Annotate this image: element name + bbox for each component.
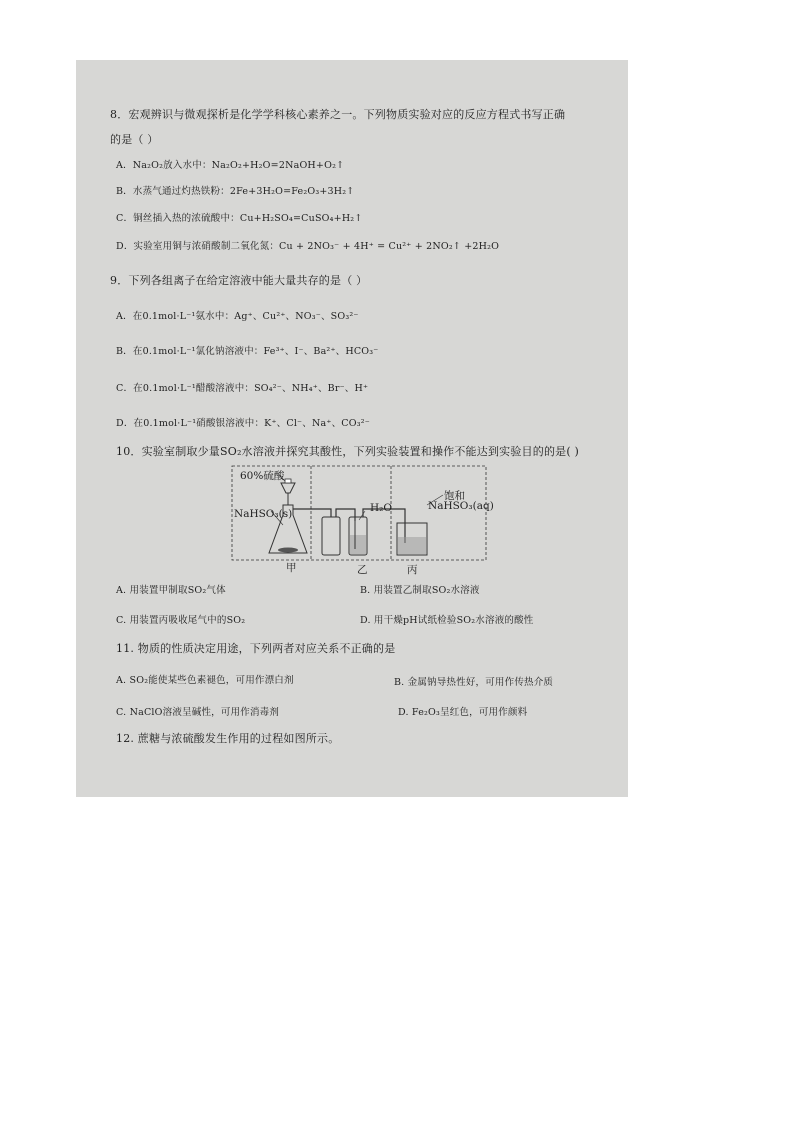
label-saturated: 饱和 bbox=[444, 490, 465, 502]
q8-stem-line2: 的是（ ） bbox=[110, 133, 159, 146]
label-water: H₂O bbox=[370, 502, 392, 514]
q10-option-a: A. 用装置甲制取SO₂气体 bbox=[116, 585, 226, 596]
q8-option-b: B．水蒸气通过灼热铁粉：2Fe+3H₂O=Fe₂O₃+3H₂↑ bbox=[116, 186, 355, 197]
label-bing: 丙 bbox=[407, 564, 418, 576]
separatory-funnel bbox=[281, 483, 295, 493]
q9-option-b: B．在0.1mol·L⁻¹氯化钠溶液中：Fe³⁺、I⁻、Ba²⁺、HCO₃⁻ bbox=[116, 346, 379, 357]
q8-option-a: A．Na₂O₂放入水中：Na₂O₂+H₂O=2NaOH+O₂↑ bbox=[116, 160, 345, 171]
q10-stem: 10．实验室制取少量SO₂水溶液并探究其酸性，下列实验装置和操作不能达到实验目的的是( ) bbox=[116, 445, 580, 458]
q8-option-c: C．铜丝插入热的浓硫酸中：Cu+H₂SO₄=CuSO₄+H₂↑ bbox=[116, 213, 363, 224]
q11-option-b: B. 金属钠导热性好，可用作传热介质 bbox=[394, 677, 554, 688]
q11-option-a: A. SO₂能使某些色素褪色，可用作漂白剂 bbox=[116, 675, 294, 686]
q11-option-c: C. NaClO溶液呈碱性，可用作消毒剂 bbox=[116, 707, 280, 718]
q9-option-d: D．在0.1mol·L⁻¹硝酸银溶液中：K⁺、Cl⁻、Na⁺、CO₃²⁻ bbox=[116, 418, 370, 429]
q8-option-d: D．实验室用铜与浓硝酸制二氧化氮：Cu + 2NO₃⁻ + 4H⁺ = Cu²⁺ + 2NO₂↑ +2H₂O bbox=[116, 241, 500, 252]
tube-1 bbox=[293, 509, 331, 517]
empty-bottle bbox=[322, 517, 340, 555]
q10-option-d: D. 用干燥pH试纸检验SO₂水溶液的酸性 bbox=[360, 615, 534, 626]
q10-option-b: B. 用装置乙制取SO₂水溶液 bbox=[360, 585, 480, 596]
label-jia: 甲 bbox=[286, 562, 297, 574]
q12-stem: 12. 蔗糖与浓硫酸发生作用的过程如图所示。 bbox=[116, 732, 340, 745]
label-solid: NaHSO₃(s) bbox=[234, 508, 293, 520]
q11-option-d: D. Fe₂O₃呈红色，可用作颜料 bbox=[398, 707, 528, 718]
q8-stem-line1: 8．宏观辨识与微观探析是化学学科核心素养之一。下列物质实验对应的反应方程式书写正确 bbox=[110, 108, 566, 121]
q9-option-c: C．在0.1mol·L⁻¹醋酸溶液中：SO₄²⁻、NH₄⁺、Br⁻、H⁺ bbox=[116, 383, 369, 394]
q9-option-a: A．在0.1mol·L⁻¹氨水中：Ag⁺、Cu²⁺、NO₃⁻、SO₃²⁻ bbox=[116, 311, 359, 322]
label-yi: 乙 bbox=[357, 564, 368, 576]
solid-reagent bbox=[278, 548, 298, 553]
tube-2 bbox=[336, 509, 355, 521]
label-acid: 60%硫酸 bbox=[240, 470, 285, 482]
scanned-page bbox=[76, 60, 628, 797]
label-nahso3-aq: NaHSO₃(aq) bbox=[428, 500, 494, 512]
q11-stem: 11. 物质的性质决定用途，下列两者对应关系不正确的是 bbox=[116, 642, 396, 655]
q9-stem: 9．下列各组离子在给定溶液中能大量共存的是（ ） bbox=[110, 274, 368, 287]
q10-option-c: C. 用装置丙吸收尾气中的SO₂ bbox=[116, 615, 246, 626]
